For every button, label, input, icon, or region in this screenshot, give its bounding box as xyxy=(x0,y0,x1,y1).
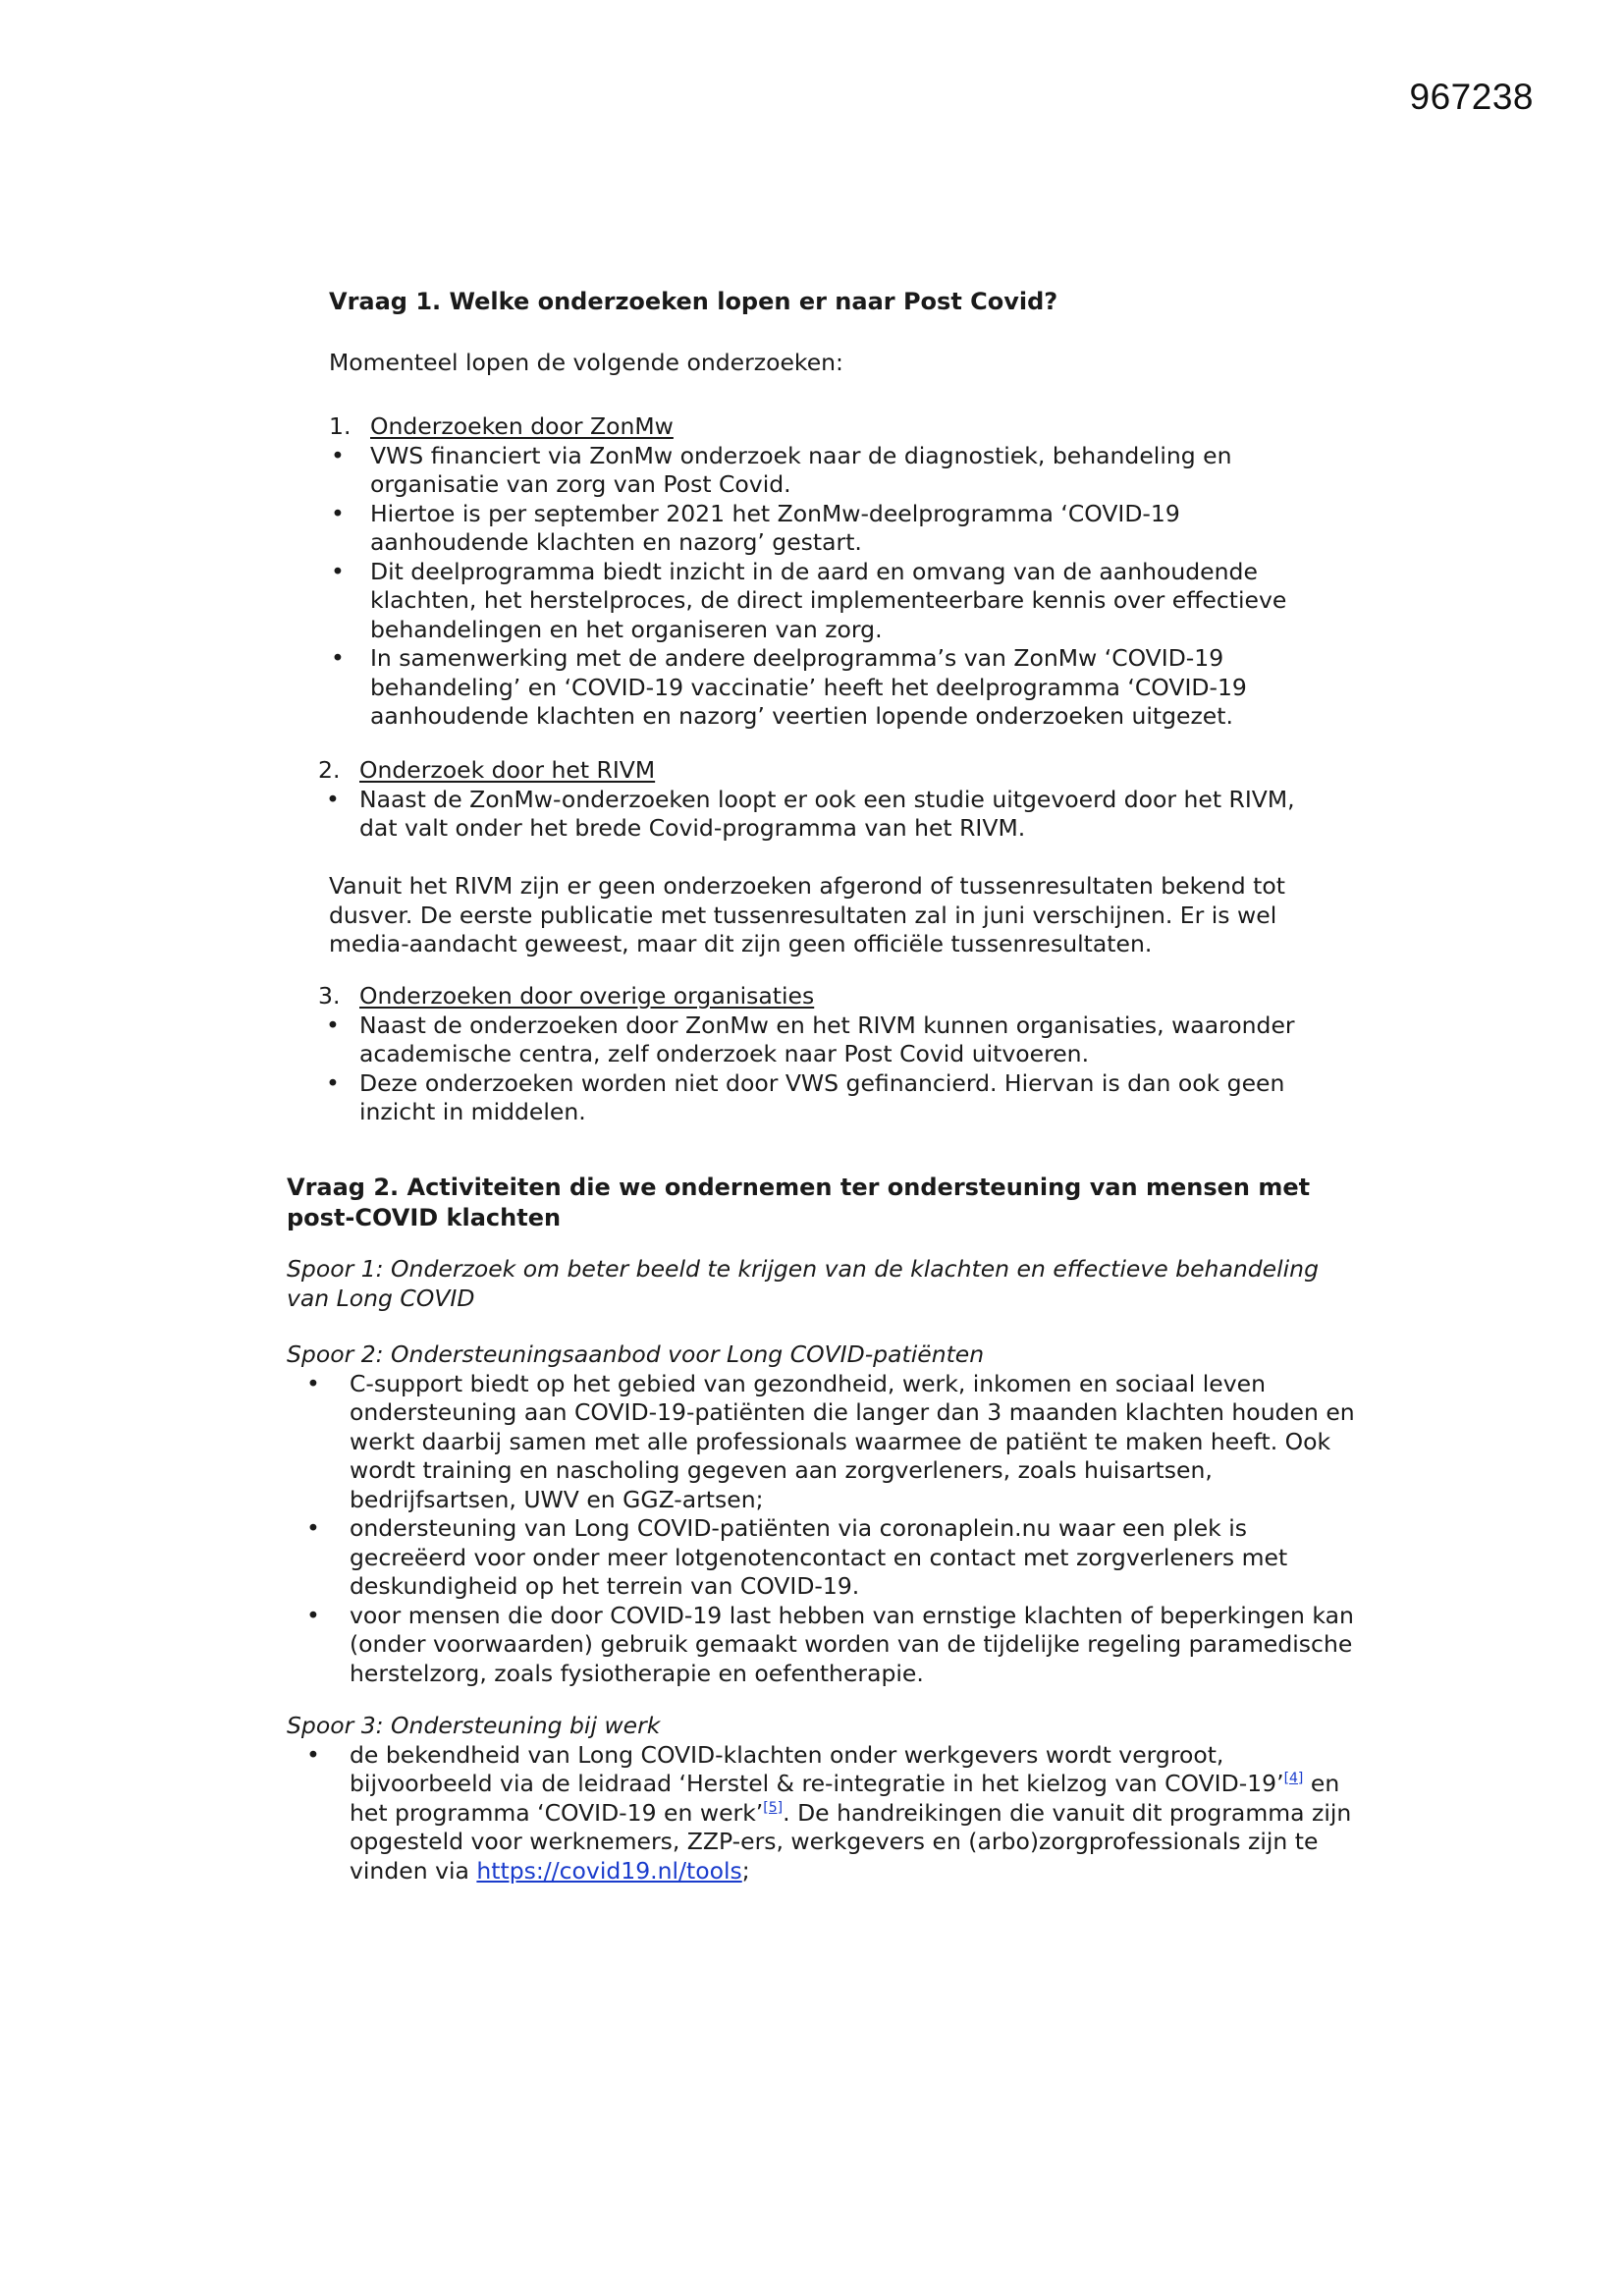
section-2-paragraph: Vanuit het RIVM zijn er geen onderzoeken afgerond of tussenresultaten bekend tot dusver. De eerste publicatie met tussenresultaten zal in juni verschijnen. Er is wel media-aandacht geweest, maar dit zijn geen officiële tussenresultaten. xyxy=(329,872,1285,957)
bullet-icon: • xyxy=(326,785,340,813)
footnote-ref-5[interactable]: [5] xyxy=(763,1799,784,1816)
list-item xyxy=(287,1514,1357,1602)
question-1-title-block xyxy=(329,287,1360,317)
list-item xyxy=(287,1602,1357,1689)
spoor-3-block xyxy=(287,1712,1357,1886)
bullet-text: Dit deelprogramma biedt inzicht in de aard en omvang van de aanhoudende klachten, het herstelproces, de direct implementeerbare kennis over effectieve behandelingen en het organiseren van zorg. xyxy=(370,557,1287,643)
list-item xyxy=(329,644,1340,732)
bullet-icon: • xyxy=(331,441,345,469)
section-2-number: 2. xyxy=(318,756,341,784)
question-2-title-block xyxy=(287,1173,1327,1233)
section-2-heading: Onderzoek door het RIVM xyxy=(359,756,656,784)
bullet-text: voor mensen die door COVID-19 last hebben van ernstige klachten of beperkingen kan (onder voorwaarden) gebruik gemaakt worden van de tijdelijke regeling paramedische herstelzorg, zoals fysiotherapie en oefentherapie. xyxy=(350,1601,1354,1687)
bullet-icon: • xyxy=(326,1011,340,1039)
bullet-icon: • xyxy=(331,644,345,672)
covid19-tools-link[interactable]: https://covid19.nl/tools xyxy=(476,1856,742,1885)
section-2-heading-row xyxy=(318,756,1339,786)
bullet-icon: • xyxy=(306,1514,320,1542)
bullet-icon: • xyxy=(326,1068,340,1097)
bullet-text: Deze onderzoeken worden niet door VWS gefinancierd. Hiervan is dan ook geen inzicht in middelen. xyxy=(359,1068,1285,1125)
bullet-icon: • xyxy=(331,499,345,527)
list-item xyxy=(329,500,1340,558)
section-3-heading-row xyxy=(318,982,1339,1011)
bullet-text: Hiertoe is per september 2021 het ZonMw-deelprogramma ‘COVID-19 aanhoudende klachten en nazorg’ gestart. xyxy=(370,499,1180,556)
question-2-title: Vraag 2. Activiteiten die we ondernemen ter ondersteuning van mensen met post-COVID klachten xyxy=(287,1174,1311,1231)
bullet-text-part-2: en het programma ‘COVID-19 en werk’ xyxy=(350,1770,1340,1827)
bullet-icon: • xyxy=(306,1601,320,1629)
bullet-icon: • xyxy=(331,557,345,585)
question-1-title: Vraag 1. Welke onderzoeken lopen er naar Post Covid? xyxy=(329,288,1058,315)
bullet-icon: • xyxy=(306,1740,320,1769)
question-1-intro: Momenteel lopen de volgende onderzoeken: xyxy=(329,349,843,376)
bullet-text: Naast de onderzoeken door ZonMw en het RIVM kunnen organisaties, waaronder academische centra, zelf onderzoek naar Post Covid uitvoeren. xyxy=(359,1011,1295,1067)
question-1-intro-block xyxy=(329,349,1360,378)
bullet-text: Naast de ZonMw-onderzoeken loopt er ook een studie uitgevoerd door het RIVM, dat valt onder het brede Covid-programma van het RIVM. xyxy=(359,785,1295,842)
section-1 xyxy=(329,412,1340,732)
bullet-text-part-1: de bekendheid van Long COVID-klachten onder werkgevers wordt vergroot, bijvoorbeeld via de leidraad ‘Herstel & re-integratie in het kielzog van COVID-19’ xyxy=(350,1740,1284,1797)
section-1-heading-row xyxy=(329,412,1340,442)
section-3-number: 3. xyxy=(318,982,341,1010)
bullet-text: VWS financiert via ZonMw onderzoek naar de diagnostiek, behandeling en organisatie van zorg van Post Covid. xyxy=(370,441,1232,498)
list-item xyxy=(318,1011,1339,1069)
document-number: 967238 xyxy=(1409,77,1534,117)
spoor-1-block xyxy=(287,1255,1357,1313)
section-2 xyxy=(318,756,1339,844)
section-3-heading: Onderzoeken door overige organisaties xyxy=(359,982,815,1010)
spoor-1-title: Spoor 1: Onderzoek om beter beeld te krijgen van de klachten en effectieve behandeling van Long COVID xyxy=(287,1255,1319,1312)
list-item xyxy=(329,558,1340,645)
spoor-3-title: Spoor 3: Ondersteuning bij werk xyxy=(287,1712,661,1739)
bullet-text-part-3: . De handreikingen die vanuit dit programma zijn opgesteld voor werknemers, ZZP-ers, werkgevers en (arbo)zorgprofessionals zijn te vinden via xyxy=(350,1798,1352,1885)
list-item xyxy=(287,1741,1357,1886)
bullet-text: In samenwerking met de andere deelprogramma’s van ZonMw ‘COVID-19 behandeling’ en ‘COVID-19 vaccinatie’ heeft het deelprogramma ‘COVID-19 aanhoudende klachten en nazorg’ veertien lopende onderzoeken uitgezet. xyxy=(370,644,1247,730)
list-item xyxy=(329,442,1340,500)
list-item xyxy=(287,1370,1357,1515)
footnote-ref-4[interactable]: [4] xyxy=(1283,1771,1304,1787)
bullet-text: C-support biedt op het gebied van gezondheid, werk, inkomen en sociaal leven ondersteuning aan COVID-19-patiënten die langer dan 3 maanden klachten houden en werkt daarbij samen met alle professionals waarmee de patiënt te maken heeft. Ook wordt training en nascholing gegeven aan zorgverleners, zoals huisartsen, bedrijfsartsen, UWV en GGZ-artsen; xyxy=(350,1369,1355,1513)
list-item xyxy=(318,1069,1339,1127)
bullet-text: ondersteuning van Long COVID-patiënten via coronaplein.nu waar een plek is gecreëerd voor onder meer lotgenotencontact en contact met zorgverleners met deskundigheid op het terrein van COVID-19. xyxy=(350,1514,1288,1600)
spoor-2-title: Spoor 2: Ondersteuningsaanbod voor Long COVID-patiënten xyxy=(287,1340,985,1368)
section-3 xyxy=(318,982,1339,1127)
section-1-number: 1. xyxy=(329,412,352,440)
list-item xyxy=(318,786,1339,844)
section-2-paragraph-block xyxy=(329,872,1340,959)
bullet-text-end: ; xyxy=(741,1856,750,1885)
bullet-icon: • xyxy=(306,1369,320,1397)
spoor-2-block xyxy=(287,1340,1357,1688)
section-1-heading: Onderzoeken door ZonMw xyxy=(370,412,674,440)
